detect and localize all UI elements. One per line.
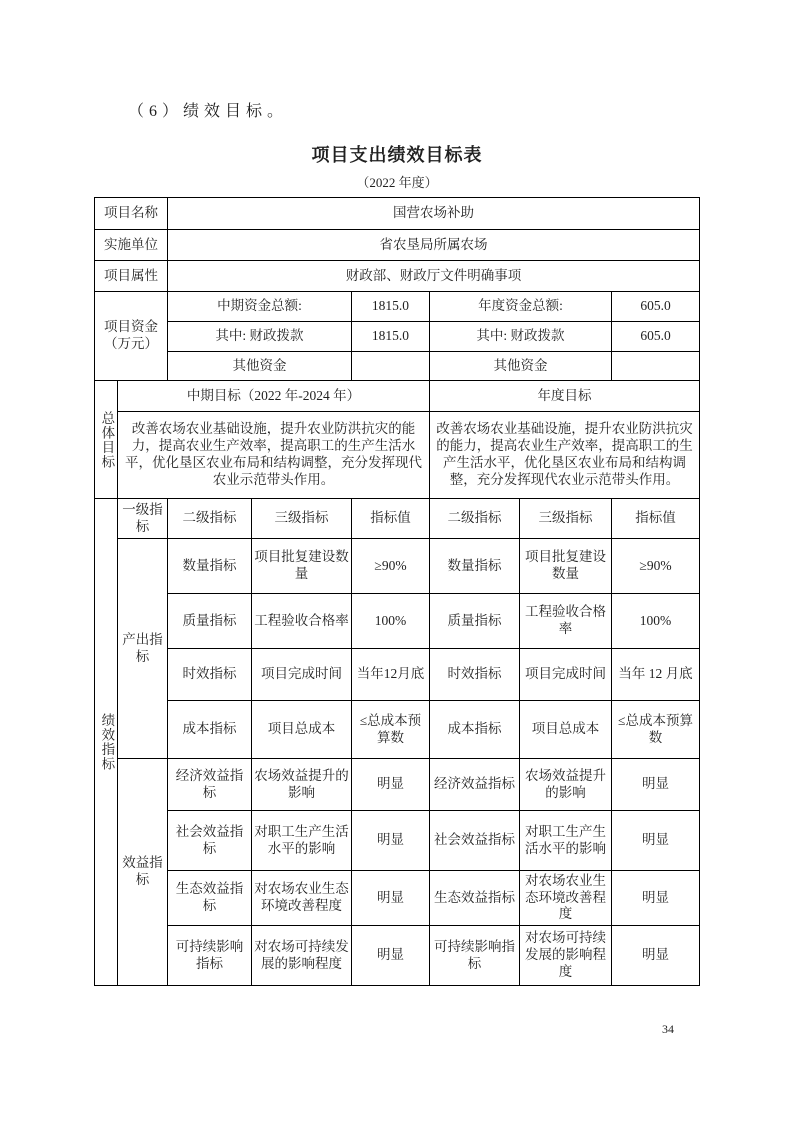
cell-l3-annual: 农场效益提升的影响 <box>519 759 611 811</box>
table-title: 项目支出绩效目标表 <box>311 145 483 165</box>
cell-val: 明显 <box>351 759 429 811</box>
project-name-label: 项目名称 <box>94 198 167 230</box>
header-level2: 二级指标 <box>167 499 251 539</box>
cell-l2: 可持续影响指标 <box>167 926 251 986</box>
cell-l3-annual: 对职工生产生活水平的影响 <box>519 811 611 871</box>
cell-l2-annual: 时效指标 <box>429 649 519 701</box>
cell-val: 明显 <box>351 871 429 926</box>
mid-fiscal-value: 1815.0 <box>351 322 429 352</box>
cell-l3: 对职工生产生活水平的影响 <box>251 811 351 871</box>
indicator-header-row <box>94 499 699 539</box>
cell-l3: 农场效益提升的影响 <box>251 759 351 811</box>
mid-total-value: 1815.0 <box>351 292 429 322</box>
header-level2-annual: 二级指标 <box>429 499 519 539</box>
table-row <box>94 230 699 261</box>
cell-val-annual: 明显 <box>611 871 699 926</box>
table-row <box>94 198 699 230</box>
cell-val: ≥90% <box>351 539 429 594</box>
cell-l3: 对农场可持续发展的影响程度 <box>251 926 351 986</box>
indicator-row <box>94 871 699 926</box>
cell-l2-annual: 社会效益指标 <box>429 811 519 871</box>
cell-l3: 工程验收合格率 <box>251 594 351 649</box>
page-number: 34 <box>662 1022 674 1036</box>
mid-goal-header: 中期目标（2022 年-2024 年） <box>117 381 429 412</box>
funding-label: 项目资金（万元） <box>94 292 167 381</box>
cell-l3-annual: 项目批复建设数量 <box>519 539 611 594</box>
performance-indicator-label: 绩效指标 <box>94 499 117 986</box>
project-attribute-label: 项目属性 <box>94 261 167 292</box>
mid-total-label: 中期资金总额: <box>167 292 351 322</box>
table-subtitle: （2022 年度） <box>356 175 438 190</box>
cell-l3: 项目完成时间 <box>251 649 351 701</box>
cell-l3-annual: 项目完成时间 <box>519 649 611 701</box>
mid-other-value <box>351 352 429 381</box>
annual-total-label: 年度资金总额: <box>429 292 611 322</box>
cell-l3: 项目批复建设数量 <box>251 539 351 594</box>
header-level3: 三级指标 <box>251 499 351 539</box>
cell-l2: 数量指标 <box>167 539 251 594</box>
indicator-row <box>94 649 699 701</box>
cell-val: 100% <box>351 594 429 649</box>
project-name-value: 国营农场补助 <box>167 198 699 230</box>
cell-val-annual: 100% <box>611 594 699 649</box>
annual-fiscal-label: 其中: 财政拨款 <box>429 322 611 352</box>
cell-val: 当年12月底 <box>351 649 429 701</box>
cell-val-annual: ≤总成本预算数 <box>611 701 699 759</box>
table-row <box>94 261 699 292</box>
cell-val: 明显 <box>351 926 429 986</box>
cell-val-annual: ≥90% <box>611 539 699 594</box>
annual-other-value <box>611 352 699 381</box>
overall-goal-label: 总体目标 <box>94 381 117 499</box>
table-row <box>94 381 699 412</box>
header-value: 指标值 <box>351 499 429 539</box>
cell-l2: 成本指标 <box>167 701 251 759</box>
annual-goal-header: 年度目标 <box>429 381 699 412</box>
cell-val: ≤总成本预算数 <box>351 701 429 759</box>
cell-l2: 生态效益指标 <box>167 871 251 926</box>
implement-unit-label: 实施单位 <box>94 230 167 261</box>
cell-l2-annual: 成本指标 <box>429 701 519 759</box>
cell-l2: 社会效益指标 <box>167 811 251 871</box>
mid-other-label: 其他资金 <box>167 352 351 381</box>
indicator-row <box>94 701 699 759</box>
cell-l2-annual: 可持续影响指标 <box>429 926 519 986</box>
cell-l2-annual: 经济效益指标 <box>429 759 519 811</box>
indicator-row <box>94 759 699 811</box>
group-benefit-label: 效益指标 <box>117 759 167 986</box>
group-output-label: 产出指标 <box>117 539 167 759</box>
indicator-row <box>94 594 699 649</box>
annual-fiscal-value: 605.0 <box>611 322 699 352</box>
table-row <box>94 412 699 499</box>
annual-total-value: 605.0 <box>611 292 699 322</box>
cell-l2: 质量指标 <box>167 594 251 649</box>
cell-val: 明显 <box>351 811 429 871</box>
cell-l3: 对农场农业生态环境改善程度 <box>251 871 351 926</box>
annual-goal-text: 改善农场农业基础设施，提升农业防洪抗灾的能力，提高农业生产效率，提高职工的生产生活水平，优化垦区农业布局和结构调整，充分发挥现代农业示范带头作用。 <box>429 412 699 499</box>
mid-fiscal-label: 其中: 财政拨款 <box>167 322 351 352</box>
table-row <box>94 292 699 322</box>
cell-l3: 项目总成本 <box>251 701 351 759</box>
cell-val-annual: 当年 12 月底 <box>611 649 699 701</box>
mid-goal-text: 改善农场农业基础设施，提升农业防洪抗灾的能力，提高农业生产效率，提高职工的生产生活水平，优化垦区农业布局和结构调整，充分发挥现代农业示范带头作用。 <box>117 412 429 499</box>
cell-val-annual: 明显 <box>611 811 699 871</box>
table-row <box>94 322 699 352</box>
cell-l3-annual: 对农场可持续发展的影响程度 <box>519 926 611 986</box>
section-heading: （6）绩效目标。 <box>128 103 289 120</box>
indicator-row <box>94 926 699 986</box>
cell-val-annual: 明显 <box>611 926 699 986</box>
cell-l3-annual: 工程验收合格率 <box>519 594 611 649</box>
implement-unit-value: 省农垦局所属农场 <box>167 230 699 261</box>
cell-l3-annual: 项目总成本 <box>519 701 611 759</box>
table-row <box>94 352 699 381</box>
cell-l2: 经济效益指标 <box>167 759 251 811</box>
cell-val-annual: 明显 <box>611 759 699 811</box>
indicator-row <box>94 811 699 871</box>
cell-l2-annual: 数量指标 <box>429 539 519 594</box>
header-level1: 一级指标 <box>117 499 167 539</box>
indicator-row <box>94 539 699 594</box>
header-value-annual: 指标值 <box>611 499 699 539</box>
cell-l2: 时效指标 <box>167 649 251 701</box>
performance-target-table <box>94 197 700 986</box>
cell-l2-annual: 生态效益指标 <box>429 871 519 926</box>
cell-l3-annual: 对农场农业生态环境改善程度 <box>519 871 611 926</box>
cell-l2-annual: 质量指标 <box>429 594 519 649</box>
annual-other-label: 其他资金 <box>429 352 611 381</box>
header-level3-annual: 三级指标 <box>519 499 611 539</box>
project-attribute-value: 财政部、财政厅文件明确事项 <box>167 261 699 292</box>
